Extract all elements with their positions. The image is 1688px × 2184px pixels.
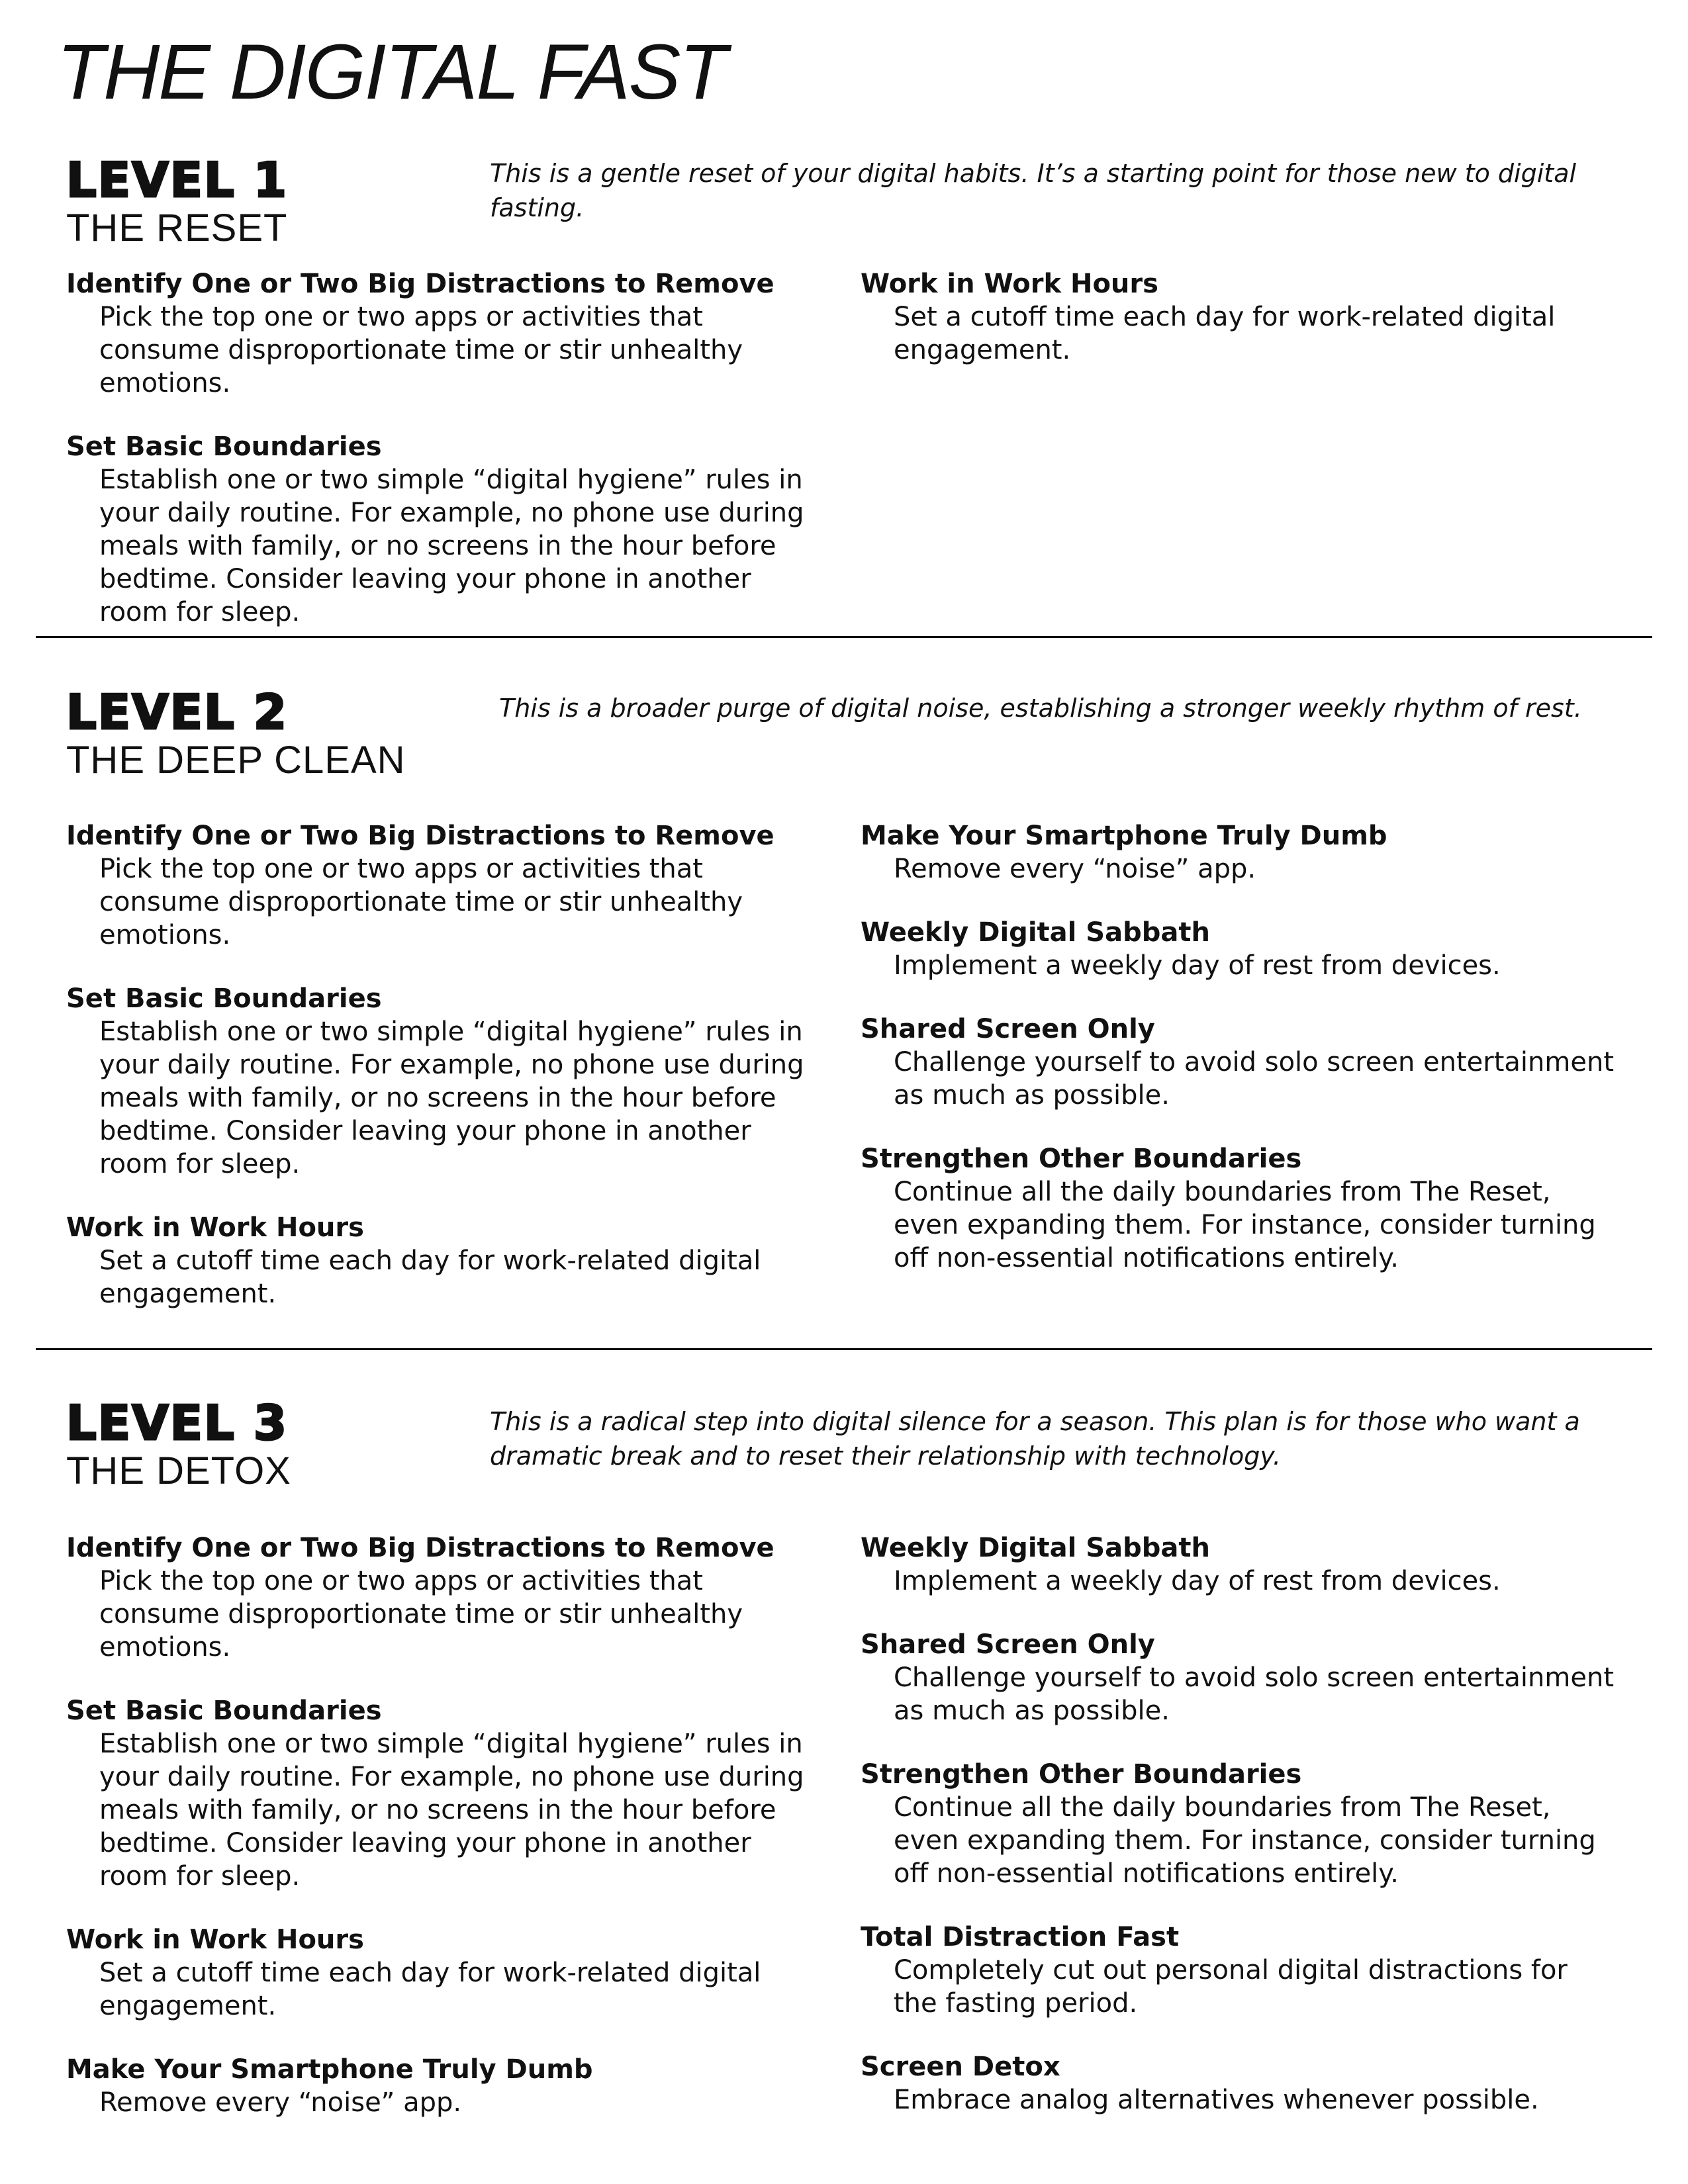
item-title: Set Basic Boundaries xyxy=(66,1696,382,1726)
list-item xyxy=(861,1758,1615,1890)
item-description: Set a cutoff time each day for work-related digital engagement. xyxy=(99,1246,761,1309)
level-name: THE DEEP CLEAN xyxy=(66,739,406,782)
item-description: Completely cut out personal digital distractions for the fasting period. xyxy=(894,1955,1568,2019)
list-item xyxy=(861,2050,1615,2116)
item-title: Identify One or Two Big Distractions to Remove xyxy=(66,269,774,299)
item-description: Pick the top one or two apps or activities that consume disproportionate time or stir unhealthy emotions. xyxy=(99,302,743,398)
left-column xyxy=(66,267,821,659)
item-title: Identify One or Two Big Distractions to Remove xyxy=(66,1533,774,1563)
list-item xyxy=(861,1013,1615,1112)
item-description: Establish one or two simple “digital hygiene” rules in your daily routine. For example, no phone use during meals with family, or no screens in the hour before bedtime. Consider leaving your phone in another room for sleep. xyxy=(99,465,804,627)
right-column xyxy=(861,267,1615,397)
item-title: Work in Work Hours xyxy=(66,1212,364,1243)
item-description: Pick the top one or two apps or activities that consume disproportionate time or stir unhealthy emotions. xyxy=(99,854,743,950)
item-description: Establish one or two simple “digital hygiene” rules in your daily routine. For example, no phone use during meals with family, or no screens in the hour before bedtime. Consider leaving your phone in another room for sleep. xyxy=(99,1017,804,1179)
item-description: Pick the top one or two apps or activities that consume disproportionate time or stir unhealthy emotions. xyxy=(99,1566,743,1662)
section-divider xyxy=(36,1348,1652,1350)
level-heading xyxy=(66,1396,291,1493)
level-heading xyxy=(66,686,406,782)
item-title: Total Distraction Fast xyxy=(861,1922,1180,1952)
list-item xyxy=(861,1628,1615,1727)
level-label: LEVEL 3 xyxy=(66,1395,289,1451)
list-item xyxy=(861,1921,1615,2020)
item-description: Challenge yourself to avoid solo screen entertainment as much as possible. xyxy=(894,1662,1615,1726)
item-description: Challenge yourself to avoid solo screen entertainment as much as possible. xyxy=(894,1047,1615,1111)
level-name: THE RESET xyxy=(66,206,288,250)
list-item xyxy=(861,267,1615,367)
item-title: Make Your Smartphone Truly Dumb xyxy=(861,821,1387,851)
left-column xyxy=(66,819,821,1341)
level-label: LEVEL 1 xyxy=(66,152,289,208)
list-item xyxy=(66,2053,821,2119)
list-item xyxy=(66,430,821,629)
right-column xyxy=(861,1531,1615,2147)
item-title: Weekly Digital Sabbath xyxy=(861,1533,1210,1563)
item-description: Remove every “noise” app. xyxy=(894,854,1256,884)
item-title: Make Your Smartphone Truly Dumb xyxy=(66,2054,593,2085)
item-description: Set a cutoff time each day for work-related digital engagement. xyxy=(894,302,1556,365)
item-title: Set Basic Boundaries xyxy=(66,432,382,462)
level-heading xyxy=(66,154,288,250)
item-title: Strengthen Other Boundaries xyxy=(861,1144,1302,1174)
list-item xyxy=(66,267,821,400)
item-description: Set a cutoff time each day for work-related digital engagement. xyxy=(99,1958,761,2021)
level-intro: This is a radical step into digital silence for a season. This plan is for those who want a dramatic break and to reset their relationship with technology. xyxy=(490,1407,1580,1471)
section-divider xyxy=(36,636,1652,638)
list-item xyxy=(861,1531,1615,1598)
item-title: Shared Screen Only xyxy=(861,1014,1155,1044)
item-description: Remove every “noise” app. xyxy=(99,2087,462,2118)
item-title: Shared Screen Only xyxy=(861,1629,1155,1660)
item-title: Work in Work Hours xyxy=(66,1925,364,1955)
item-title: Identify One or Two Big Distractions to Remove xyxy=(66,821,774,851)
list-item xyxy=(66,1694,821,1893)
item-title: Work in Work Hours xyxy=(861,269,1158,299)
list-item xyxy=(861,1142,1615,1275)
level-name: THE DETOX xyxy=(66,1449,291,1492)
item-description: Continue all the daily boundaries from The Reset, even expanding them. For instance, consider turning off non-essential notifications entirely. xyxy=(894,1792,1596,1889)
list-item xyxy=(861,819,1615,886)
item-title: Set Basic Boundaries xyxy=(66,983,382,1014)
level-label: LEVEL 2 xyxy=(66,684,289,740)
item-description: Implement a weekly day of rest from devices. xyxy=(894,950,1501,981)
item-description: Establish one or two simple “digital hygiene” rules in your daily routine. For example, no phone use during meals with family, or no screens in the hour before bedtime. Consider leaving your phone in another room for sleep. xyxy=(99,1729,804,1891)
item-description: Embrace analog alternatives whenever possible. xyxy=(894,2085,1539,2115)
level-intro: This is a gentle reset of your digital habits. It’s a starting point for those new to digital fasting. xyxy=(490,159,1577,222)
list-item xyxy=(66,982,821,1181)
item-title: Weekly Digital Sabbath xyxy=(861,917,1210,948)
item-description: Continue all the daily boundaries from The Reset, even expanding them. For instance, consider turning off non-essential notifications entirely. xyxy=(894,1177,1596,1273)
left-column xyxy=(66,1531,821,2150)
level-intro: This is a broader purge of digital noise, establishing a stronger weekly rhythm of rest. xyxy=(499,694,1582,723)
list-item xyxy=(66,819,821,952)
item-description: Implement a weekly day of rest from devices. xyxy=(894,1566,1501,1596)
right-column xyxy=(861,819,1615,1305)
list-item xyxy=(66,1211,821,1310)
list-item xyxy=(66,1531,821,1664)
list-item xyxy=(861,916,1615,982)
item-title: Screen Detox xyxy=(861,2052,1060,2082)
page-title: THE DIGITAL FAST xyxy=(57,28,726,116)
item-title: Strengthen Other Boundaries xyxy=(861,1759,1302,1790)
list-item xyxy=(66,1923,821,2023)
